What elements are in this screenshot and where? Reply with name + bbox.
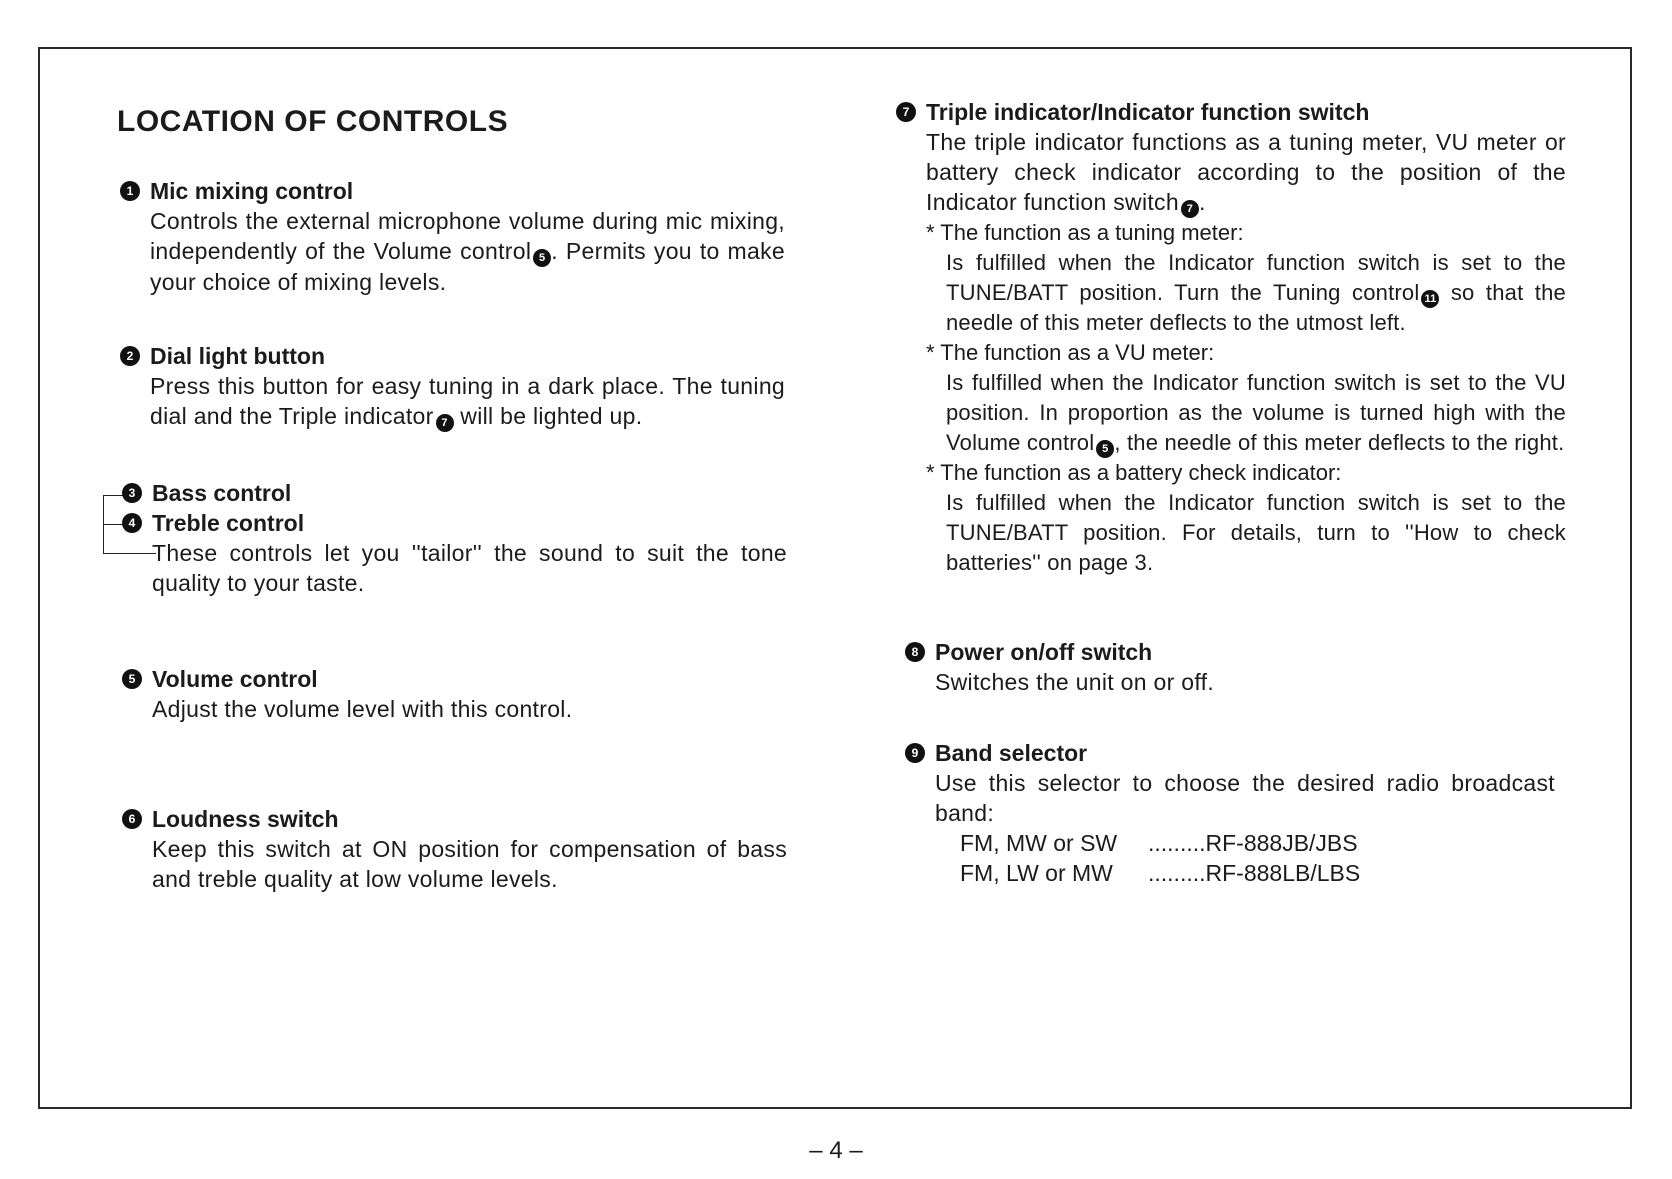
- control-power-switch: [905, 637, 1570, 697]
- control-title: Power on/off switch: [935, 639, 1153, 665]
- control-description: Controls the external microphone volume during mic mixing, independently of the Volume control 5 . Permits you to make your choice of mixing levels.: [150, 208, 785, 295]
- reference-badge: 7: [1181, 200, 1199, 218]
- control-band-selector: [905, 738, 1575, 888]
- number-badge: 3: [122, 483, 142, 503]
- control-mic-mixing: [120, 176, 785, 297]
- control-title: Loudness switch: [152, 806, 339, 832]
- battery-check-note: * The function as a battery check indicator: Is fulfilled when the Indicator function switch is set to the TUNE/BATT position. For details, turn to ''How to check batteries'' on page 3.: [926, 460, 1566, 575]
- number-badge: 4: [122, 513, 142, 533]
- reference-badge: 7: [436, 414, 454, 432]
- control-volume: [122, 664, 787, 724]
- page-number: – 4 –: [809, 1137, 863, 1164]
- reference-badge: 11: [1421, 290, 1439, 308]
- vu-meter-note: * The function as a VU meter: Is fulfilled when the Indicator function switch is set to the VU position. In proportion as the volume is turned high with the Volume control 5 , the needle of this meter deflects to the right.: [896, 338, 1566, 458]
- number-badge: 6: [122, 809, 142, 829]
- control-title: Bass control: [152, 480, 292, 506]
- reference-badge: 5: [1096, 440, 1114, 458]
- control-bass-treble: [122, 478, 787, 598]
- reference-badge: 5: [533, 249, 551, 267]
- control-description: Use this selector to choose the desired radio broadcast band:: [935, 770, 1555, 826]
- control-description: Switches the unit on or off.: [935, 669, 1215, 695]
- control-description: Keep this switch at ON position for compensation of bass and treble quality at low volume levels.: [152, 836, 787, 892]
- control-title: Triple indicator/Indicator function switch: [926, 99, 1370, 125]
- control-title: Treble control: [152, 510, 305, 536]
- number-badge: 7: [896, 102, 916, 122]
- model-list: [905, 828, 1575, 888]
- bullet-marker: *: [926, 340, 935, 365]
- control-description: Press this button for easy tuning in a dark place. The tuning dial and the Triple indicator 7 will be lighted up.: [120, 371, 785, 432]
- control-dial-light: [120, 341, 785, 432]
- bullet-marker: *: [926, 460, 935, 485]
- bullet-marker: *: [926, 220, 935, 245]
- control-title: Dial light button: [150, 343, 326, 369]
- number-badge: 9: [905, 743, 925, 763]
- number-badge: 2: [120, 346, 140, 366]
- model-row: FM, LW or MW .........RF-888LB/LBS: [960, 860, 1361, 886]
- control-description: These controls let you ''tailor'' the sound to suit the tone quality to your taste.: [152, 540, 787, 596]
- control-loudness: [122, 804, 787, 894]
- control-description: The triple indicator functions as a tuning meter, VU meter or battery check indicator according to the position of the Indicator function switch 7 .: [896, 127, 1566, 218]
- page-title: LOCATION OF CONTROLS: [117, 105, 509, 138]
- number-badge: 1: [120, 181, 140, 201]
- control-title: Mic mixing control: [150, 178, 354, 204]
- number-badge: 5: [122, 669, 142, 689]
- number-badge: 8: [905, 642, 925, 662]
- tuning-meter-note: * The function as a tuning meter: Is fulfilled when the Indicator function switch is set to the TUNE/BATT position. Turn the Tuning control 11 so that the needle of this meter deflects to the utmost left.: [926, 220, 1566, 335]
- control-triple-indicator: [896, 97, 1566, 578]
- control-title: Volume control: [152, 666, 318, 692]
- control-title: Band selector: [935, 740, 1088, 766]
- model-row: FM, MW or SW .........RF-888JB/JBS: [960, 830, 1358, 856]
- control-description: Adjust the volume level with this control.: [152, 696, 573, 722]
